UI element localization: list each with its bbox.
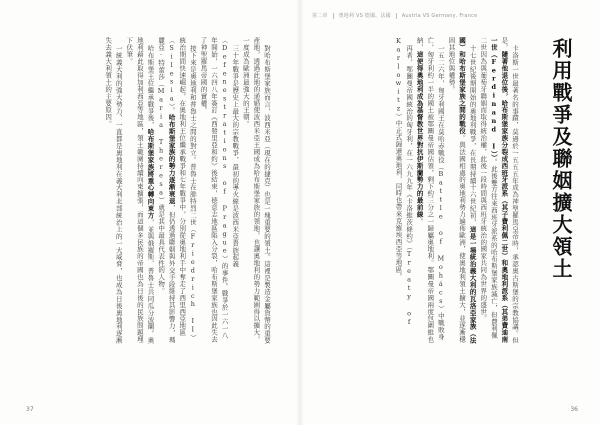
body-text: 再者，鄂圖曼帝國統治的匈牙利，在一六九九年《卡洛維茨條約》（Treaty of Karlowitz）中正式歸還奧地利，同時也帶來克羅埃西亞等地區。 [394, 37, 414, 327]
header-divider [396, 13, 397, 19]
body-text: 卡洛斯一世最著名的事蹟，莫過於一五五五年成為神聖羅馬皇帝時，承認奧古斯堡的宗教協議。但是， [500, 37, 519, 344]
body-paragraph [414, 37, 446, 345]
chapter-title-en: Austria VS Germany, France [401, 13, 478, 19]
body-paragraph [198, 37, 240, 345]
chapter-number: 第二章 [312, 13, 328, 19]
right-page-body [344, 37, 520, 345]
body-text: 一五二六年，匈牙利國王在莫哈赤戰役（Battle of Mohács）中戰敗身亡，匈牙利約一半的國土被鄂圖曼帝國佔領，剩下約三分之一歸屬奧地利。鄂圖曼帝國兩度包圍維也納， [415, 37, 445, 343]
emphasized-text: 哈布斯堡家族的勢力逐漸衰退 [167, 113, 176, 205]
page-number-right: 36 [570, 406, 578, 413]
page-number-left: 37 [26, 406, 34, 413]
emphasized-text: 隨著他退位後，哈布斯堡家族分裂成西班牙派系（其子費利佩二世）和奧地利派系（其弟費迪南一世（Ferdinand I）） [489, 37, 509, 343]
body-paragraph [155, 37, 197, 345]
emphasized-text: 這是一場統治義大利的瓦洛亞家族（法國）和哈布斯堡家族之間的戰役 [458, 37, 477, 344]
body-text: 十七世紀後期開始的奧地利戰爭，在長期持續十六世紀初， [468, 44, 477, 226]
header-divider [333, 13, 334, 19]
body-text: 三十年戰爭是歷史上最大的宗教戰爭，最初的導火線是波西米亞貴族起義（Defenestrations of Prague）的事件。戰爭於一六一八年開始，一六四八年簽訂《西發里亞和約》後結束，德意志地區陷入分裂，哈布斯堡家族也因此失去了神聖羅馬帝國的實權。 [199, 37, 240, 343]
body-text: 。 [415, 217, 424, 225]
emphasized-text: 這使得奧地利成為基督教世界對抗伊斯蘭勢力的最前線 [415, 50, 424, 218]
body-paragraph [446, 37, 478, 345]
left-page-body [20, 37, 272, 345]
emphasized-text: 哈布斯堡家族將重心轉向東方 [146, 128, 155, 219]
body-paragraph [393, 37, 414, 345]
section-title: 利用戰爭及聯姻擴大領土 [549, 38, 573, 280]
chapter-title: 奧地利 VS 德國、法國 [338, 13, 391, 19]
running-header [312, 12, 482, 19]
body-paragraph [124, 37, 156, 345]
body-paragraph [240, 37, 272, 345]
body-text: ，但仍透過聯姻與外交手段維持其影響力，瑪麗亞·特蕾莎（Maria Theresa）就是其中最具代表性的人物。 [157, 37, 176, 344]
right-page [300, 0, 600, 425]
body-text: 一統義大利的強大勢力，一直都是奧地利在義大利北部統治上的一大威脅，也成為日後奧地利逐漸失去義大利領土的主要原因。 [104, 37, 123, 344]
body-paragraph [478, 37, 520, 345]
body-text: 對哈布斯堡家族而言，波西米亞（現在的捷克）也是一塊重要的領土。這裡是製造金屬貨幣的重要產地，透過此地的通婚使波西米亞王國成為哈布斯堡家族的領地，也讓奧地利的勢力範圍得以擴大，一度成為歐洲最強大的王朝。 [241, 37, 271, 344]
body-text: ，並與俄羅斯、普魯士共同瓜分波蘭。奧地利藉此取得加利西亞等地區，領土範圍持續向東擴張，而這個多民族的帝國也為日後的民族問題埋下伏筆。 [125, 37, 155, 344]
body-paragraph [103, 37, 124, 345]
body-text: 。此後雙方往來西班牙派系的哈布斯堡家族滅亡，但費利佩二世因為與葡萄牙聯姻而取得統治權，此後一段時間與西班牙統治的國家共同為世界的盛世。 [479, 37, 498, 339]
body-text: 哈布斯堡王位繼承戰爭後， [146, 44, 155, 129]
body-text: 。與法國相處的奧地利勢力遍佈歐洲，使奧地利領土擴大，並逐漸穩固其地位與權勢。 [447, 37, 467, 343]
body-text: 接下來是奧地利和普魯士之間的對立。普魯士在腓特烈二世（Friedrich II）統治期間快速崛起，在奧地利王位繼承戰爭和七年戰爭中，分別從奧地利手中奪走了西里西亞地區（Silesia）。 [167, 37, 197, 341]
